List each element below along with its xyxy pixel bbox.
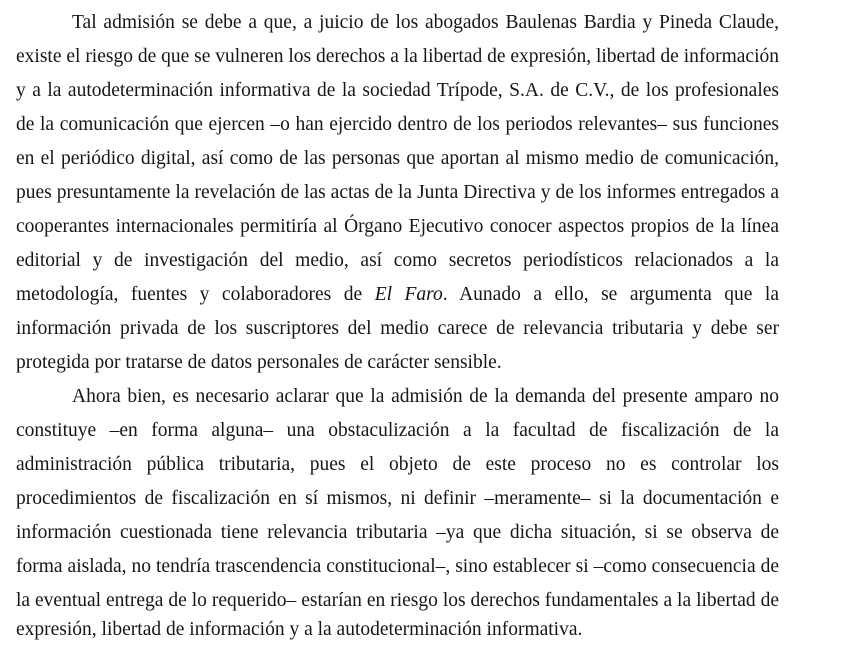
paragraph-1-line-5: en el periódico digital, así como de las personas que aportan al mismo medio de comunicación, — [16, 148, 779, 169]
line-9-text-after: . Aunado a ello, se argumenta que la — [442, 284, 780, 305]
paragraph-1-line-3: y a la autodeterminación informativa de la sociedad Trípode, S.A. de C.V., de los profesionales — [16, 80, 779, 101]
paragraph-2-line-6: forma aislada, no tendría trascendencia constitucional–, sino establecer si –como consecuencia de — [16, 556, 779, 577]
paragraph-1-line-11: protegida por tratarse de datos personales de carácter sensible. — [16, 352, 502, 373]
paragraph-1-line-10: información privada de los suscriptores del medio carece de relevancia tributaria y debe ser — [16, 318, 779, 339]
paragraph-2-line-1: Ahora bien, es necesario aclarar que la admisión de la demanda del presente amparo no — [72, 386, 779, 407]
paragraph-1-line-8: editorial y de investigación del medio, así como secretos periodísticos relacionados a la — [16, 250, 779, 271]
paragraph-2-line-5: información cuestionada tiene relevancia tributaria –ya que dicha situación, si se observa de — [16, 522, 779, 543]
paragraph-2-line-7: la eventual entrega de lo requerido– estarían en riesgo los derechos fundamentales a la libertad de — [16, 590, 779, 611]
paragraph-1-line-6: pues presuntamente la revelación de las actas de la Junta Directiva y de los informes entregados a — [16, 182, 779, 203]
paragraph-2-line-4: procedimientos de fiscalización en sí mismos, ni definir –meramente– si la documentación e — [16, 488, 779, 509]
paragraph-1-line-2: existe el riesgo de que se vulneren los derechos a la libertad de expresión, libertad de información — [16, 46, 779, 67]
paragraph-2-line-8: expresión, libertad de información y a la autodeterminación informativa. — [16, 619, 583, 640]
paragraph-2-line-2: constituye –en forma alguna– una obstaculización a la facultad de fiscalización de la — [16, 420, 779, 441]
paragraph-1-line-7: cooperantes internacionales permitiría al Órgano Ejecutivo conocer aspectos propios de la línea — [16, 216, 779, 237]
paragraph-2-line-3: administración pública tributaria, pues el objeto de este proceso no es controlar los — [16, 454, 779, 475]
paragraph-1-line-4: de la comunicación que ejercen –o han ejercido dentro de los periodos relevantes– sus funciones — [16, 114, 779, 135]
paragraph-1-line-9 — [16, 280, 779, 310]
publication-name-italic: El Faro — [374, 284, 443, 305]
paragraph-1-line-1: Tal admisión se debe a que, a juicio de los abogados Baulenas Bardia y Pineda Claude, — [72, 12, 779, 33]
line-9-text-before: metodología, fuentes y colaboradores de — [16, 284, 375, 305]
